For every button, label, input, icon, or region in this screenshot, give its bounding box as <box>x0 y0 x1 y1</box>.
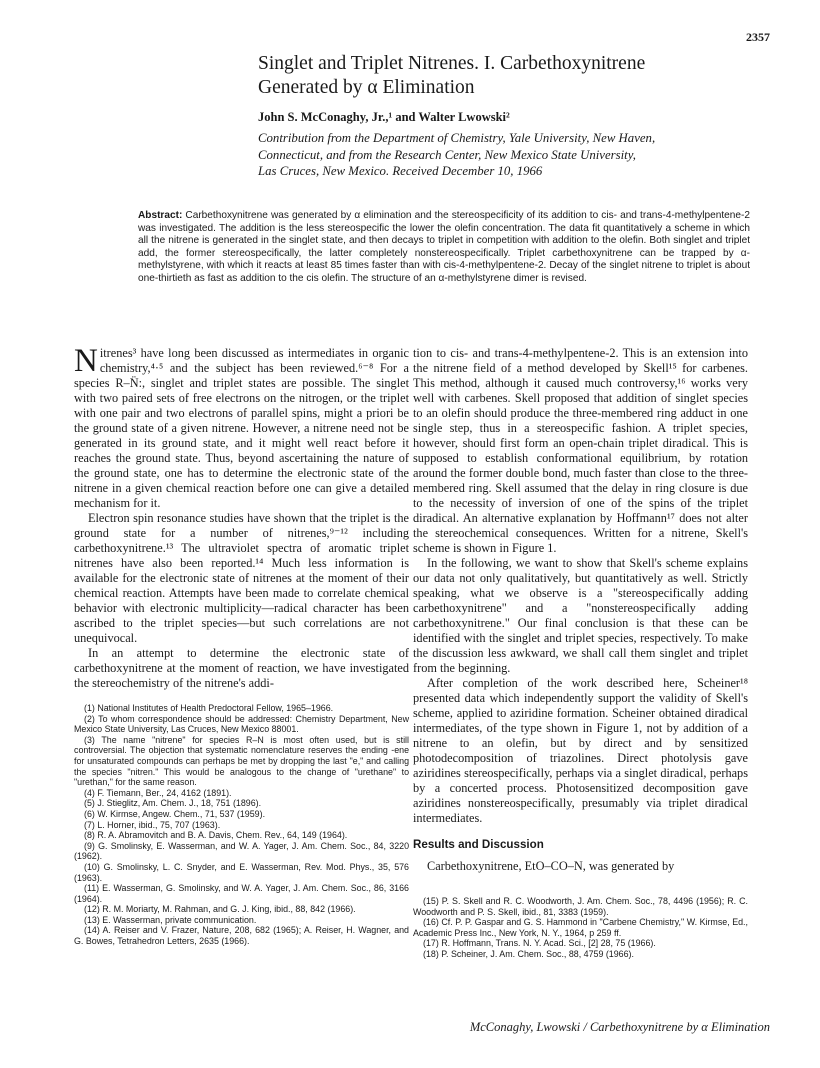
footnote-18: (18) P. Scheiner, J. Am. Chem. Soc., 88, 4759 (1966). <box>423 948 634 959</box>
footnote-16: (16) Cf. P. P. Gaspar and G. S. Hammond in "Carbene Chemistry," W. Kirmse, Ed., Academic Press Inc., New York, N. Y., 1964, p 259 ff. <box>413 917 748 938</box>
footnote-7: (7) L. Horner, ibid., 75, 707 (1963). <box>84 819 221 830</box>
intro-paragraph-1-text: itrenes³ have long been discussed as intermediates in organic chemistry,⁴·⁵ and the subject has been reviewed.⁶⁻⁸ For a species R–N̈:, singlet and triplet states are possible. The singlet with two paired sets of free electrons on the nitrogen, or the triplet with one pair and two electrons of parallel spins, might a priori be the ground state of a given nitrene. However, a nitrene need not be generated in its ground state, and it might well react before it reaches the ground state. Thus, beyond ascertaining the nature of the ground state, one has to determine the electronic state of the nitrene in a given chemical reaction before one can give a detailed mechanism for it. <box>74 346 409 510</box>
affiliation-line-1: Contribution from the Department of Chemistry, Yale University, New Haven, <box>258 131 656 145</box>
intro-paragraph-3: In an attempt to determine the electronic state of carbethoxynitrene at the moment of reaction, we have investigated the stereochemistry of the nitrene's addi- <box>74 646 409 690</box>
footnote-4: (4) F. Tiemann, Ber., 24, 4162 (1891). <box>84 787 232 798</box>
abstract-text: Carbethoxynitrene was generated by α elimination and the stereospecificity of its addition to cis- and trans-4-methylpentene-2 was investigated. The addition is the less stereospecific the lower the olefin concentration. The data fit quantitatively a scheme in which all the nitrene is generated in the singlet state, and then decays to triplet in competition with addition to the olefin. Both singlet and triplet add, the former stereospecifically, the latter completely nonstereospecifically. Triplet carbethoxynitrene can be trapped by α-methylstyrene, with which it reacts at least 85 times faster than with cis-4-methylpentene-2. Decay of the singlet nitrene to triplet is about one-thirtieth as fast as addition to the cis olefin. The structure of an α-methylstyrene dimer is revised. <box>138 210 750 284</box>
affiliation-line-2: Connecticut, and from the Research Center, New Mexico State University, <box>258 147 636 162</box>
footnote-13: (13) E. Wasserman, private communication. <box>84 914 257 925</box>
footnotes-right <box>413 896 748 960</box>
footnote-6: (6) W. Kirmse, Angew. Chem., 71, 537 (1959). <box>84 808 266 819</box>
footnote-10: (10) G. Smolinsky, L. C. Snyder, and E. Wasserman, Rev. Mod. Phys., 35, 576 (1963). <box>74 861 409 883</box>
footnote-5: (5) J. Stieglitz, Am. Chem. J., 18, 751 (1896). <box>84 798 262 809</box>
drop-cap: N <box>74 343 98 379</box>
right-column <box>413 346 748 960</box>
intro-paragraph-1 <box>74 343 409 511</box>
intro-paragraph-2: Electron spin resonance studies have shown that the triplet is the ground state for a number of nitrenes,⁹⁻¹² including carbethoxynitrene.¹³ The ultraviolet spectra of aromatic triplet nitrenes have also been reported.¹⁴ Much less information is available for the electronic state of nitrenes at the moment of their chemical reaction. Attempts have been made to correlate chemical behavior with electronic multiplicity—radical character has been ascribed to the triplet species—but such correlations are not unequivocal. <box>74 511 409 645</box>
footnote-3: (3) The name "nitrene" for species R–N is most often used, but is still controversial. The objection that systematic nomenclature reserves the ending -ene for unsaturated compounds can perhaps be met by dropping the last "e," and calling the species "nitren." This would be analogous to the change of "urethane" to "urethan," for the same reason. <box>74 734 409 788</box>
footnote-14: (14) A. Reiser and V. Frazer, Nature, 208, 682 (1965); A. Reiser, H. Wagner, and G. Bowes, Tetrahedron Letters, 2635 (1966). <box>74 925 409 947</box>
affiliation-line-3: Las Cruces, New Mexico. Received December 10, 1966 <box>258 164 543 178</box>
body-paragraph-2: In the following, we want to show that Skell's scheme explains our data not only qualitatively, but quantitatively as well. Strictly speaking, what we observe is a "stereospecifically adding carbethoxynitrene" and a "nonstereospecifically adding carbethoxynitrene." Our final conclusion is that these can be identified with the singlet and triplet species, respectively. To make the discussion less awkward, we shall call them singlet and triplet from the beginning. <box>413 556 748 675</box>
footnote-9: (9) G. Smolinsky, E. Wasserman, and W. A. Yager, J. Am. Chem. Soc., 84, 3220 (1962). <box>74 840 409 862</box>
section-heading: Results and Discussion <box>413 838 544 851</box>
title-line-2: Generated by α Elimination <box>258 77 475 98</box>
footnote-8: (8) R. A. Abramovitch and B. A. Davis, Chem. Rev., 64, 149 (1964). <box>84 830 348 841</box>
results-paragraph: Carbethoxynitrene, EtO–CO–N, was generated by <box>427 859 675 873</box>
abstract <box>138 210 750 286</box>
affiliation <box>258 130 758 180</box>
authors: John S. McConaghy, Jr.,¹ and Walter Lwowski² <box>258 110 510 124</box>
body-paragraph-1: tion to cis- and trans-4-methylpentene-2. This is an extension into the nitrene field of a method developed by Skell¹⁵ for carbenes. This method, although it caused much controversy,¹⁶ works very well with carbenes. Skell proposed that addition of singlet species to an olefin should produce the three-membered ring adduct in one single step, thus in a stereospecific fashion. A triplet species, however, should first form an open-chain triplet diradical. This is supposed to establish conformational equilibrium, by rotation around the former double bond, much faster than close to the three-membered ring. Skell assumed that the delay in ring closure is due to the necessity of inversion of one of the spins of the triplet diradical. An alternative explanation by Hoffmann¹⁷ does not alter the stereochemical consequences. Written for a nitrene, Skell's scheme is shown in Figure 1. <box>413 346 748 555</box>
running-footer: McConaghy, Lwowski / Carbethoxynitrene by α Elimination <box>469 1020 770 1034</box>
footnote-17: (17) R. Hoffmann, Trans. N. Y. Acad. Sci., [2] 28, 75 (1966). <box>423 938 656 949</box>
footnote-12: (12) R. M. Moriarty, M. Rahman, and G. J. King, ibid., 88, 842 (1966). <box>84 904 356 915</box>
abstract-label: Abstract: <box>138 210 183 221</box>
footnote-15: (15) P. S. Skell and R. C. Woodworth, J. Am. Chem. Soc., 78, 4496 (1956); R. C. Woodworth and P. S. Skell, ibid., 81, 3383 (1959). <box>413 896 748 917</box>
left-column <box>74 343 409 947</box>
article-title <box>258 52 758 100</box>
body-paragraph-3: After completion of the work described here, Scheiner¹⁸ presented data which independently support the validity of Skell's scheme, applied to aziridine formation. Scheiner obtained diradical intermediates, of the type shown in Figure 1, not by addition of a nitrene to an olefin, but by direct and by sensitized photodecomposition of triazolines. Direct photolysis gave aziridines stereospecifically, perhaps via a singlet diradical, perhaps by a concerted process. Photosensitized decomposition gave aziridines nonstereospecifically, presumably via triplet diradical intermediates. <box>413 676 748 825</box>
title-line-1: Singlet and Triplet Nitrenes. I. Carbethoxynitrene <box>258 53 646 74</box>
footnotes-left <box>74 703 409 947</box>
footnote-2: (2) To whom correspondence should be addressed: Chemistry Department, New Mexico State University, Las Cruces, New Mexico 88001. <box>74 713 409 735</box>
page-number: 2357 <box>746 30 770 44</box>
footnote-11: (11) E. Wasserman, G. Smolinsky, and W. A. Yager, J. Am. Chem. Soc., 86, 3166 (1964). <box>74 883 409 904</box>
footnote-1: (1) National Institutes of Health Predoctoral Fellow, 1965–1966. <box>84 703 334 713</box>
